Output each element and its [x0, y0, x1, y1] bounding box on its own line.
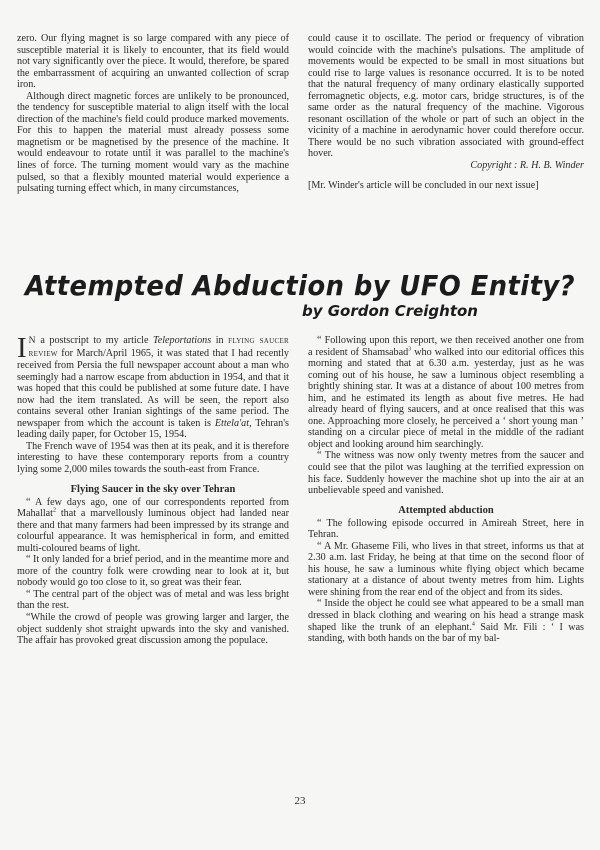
- intro-first-word: N: [28, 336, 36, 346]
- article-left-column: [17, 332, 289, 647]
- paragraph-text: Said Mr. Fili : ‘ I was standing, with both hands on the bar of my bal-: [308, 621, 584, 645]
- body-paragraph: “ A Mr. Ghaseme Fili, who lives in that street, informs us that at 2.30 a.m. last Friday, he being at that time on the second floor of his house, he saw a luminous white flying object which became stationary at a distance of about twenty metres from him. Lights were shining from the rear end of the object and from its sides.: [308, 540, 584, 598]
- article-title: Attempted Abduction by UFO Entity?: [24, 269, 576, 302]
- paragraph-text: that a marvellously luminous object had landed near there and that many farmers had been impressed by its strange and colourful appearance. It was hemispherical in form, and emitted multi-coloured beams of light.: [17, 508, 289, 554]
- previous-article-right-column: [308, 33, 584, 191]
- body-paragraph: zero. Our flying magnet is so large compared with any piece of susceptible material it is likely to encounter, that its field would not vary significantly over the piece. It would, therefore, be spared the embarrassment of acquiring an unwanted collection of scrap iron.: [17, 33, 289, 91]
- body-paragraph: [308, 335, 584, 450]
- paragraph-text: who walked into our editorial offices this morning and stated that at 6.30 a.m. yesterday, just as he was coming out of his house, he saw a luminous object resembling a brightly shining star. It was at a distance of about 100 metres from him, and he estimated its length as about five metres. He had already heard of flying saucers, and at once realised that this was one. Approaching more closely, he perceived a ‘ short young man ’ standing on a circular piece of metal in the middle of the radiant object and looking around him searchingly.: [308, 346, 584, 450]
- paragraph-text: “ Following upon this report, we then received another one from a resident of Shamsabad: [308, 335, 584, 358]
- body-paragraph: The French wave of 1954 was then at its peak, and it is therefore interesting to have these contemporary reports from a country lying some 2,000 miles towards the south-east from France.: [17, 440, 289, 476]
- newspaper-name: Ettela'at: [214, 417, 250, 429]
- body-paragraph: Although direct magnetic forces are unlikely to be pronounced, the tendency for susceptible material to align itself with the local direction of the machine's field could produce marked movements. For this to happen the material must already possess some magnetism or be magnetised by the presence of the machine. It would endeavour to rotate until it was parallel to the machine's lines of force. The turning moment would vary as the machine pulsed, so that a flexibly mounted material would experience a pulsating turning effect which, in many circumstances,: [17, 90, 289, 195]
- footnote-marker: 2: [53, 507, 56, 514]
- article-header: [0, 270, 600, 320]
- intro-text: in: [211, 335, 229, 346]
- magazine-name: flying saucer review: [28, 336, 289, 359]
- article-right-column: [308, 335, 584, 645]
- body-paragraph: “ The central part of the object was of metal and was less bright than the rest.: [17, 588, 289, 612]
- page-number: 23: [294, 795, 306, 807]
- drop-cap: I: [17, 332, 27, 364]
- referenced-article-title: Teleportations: [153, 335, 212, 346]
- footnote-marker: 3: [408, 346, 412, 353]
- body-paragraph: “ It only landed for a brief period, and in the meantime more and more of the country folk were crowding near to look at it, but nobody would go too close to it, so great was their fear.: [17, 554, 289, 589]
- section-subheading: Flying Saucer in the sky over Tehran: [70, 483, 236, 495]
- paragraph-text: “ A few days ago, one of our correspondents reported from Mahallat: [17, 496, 289, 520]
- editor-note: [Mr. Winder's article will be concluded in our next issue]: [308, 179, 539, 191]
- copyright-line: Copyright : R. H. B. Winder: [470, 160, 584, 172]
- article-byline: by Gordon Creighton: [302, 302, 478, 320]
- body-paragraph: [17, 497, 289, 555]
- body-paragraph: “While the crowd of people was growing larger and larger, the object suddenly shot straight upwards into the sky and vanished. The affair has provoked great discussion among the populace.: [17, 612, 289, 647]
- body-paragraph: could cause it to oscillate. The period or frequency of vibration would coincide with the machine's pulsations. The amplitude of movements would be expected to be small in most situations but could rise to large values is resonance occurred. It is to be noted that the natural frequency of many ordinary elastically supported ferromagnetic objects, e.g. motor cars, bridge structures, is of the same order as the natural frequency of the machine. Vigorous resonant oscillation of the whole or part of such an object in the vicinity of a machine in aerodynamic hover could therefore occur. There would be no such vibration associated with ground-effect hover.: [308, 33, 584, 160]
- section-subheading: Attempted abduction: [398, 504, 494, 516]
- footnote-marker: 4: [471, 621, 475, 628]
- intro-paragraph: [17, 332, 289, 441]
- body-paragraph: “ The following episode occurred in Amireah Street, here in Tehran.: [308, 517, 584, 541]
- intro-text: for March/April 1965, it was stated that I had recently received from Persia the full newspaper account about a man who seemingly had a narrow escape from abduction in 1954, and that it was hoped that this could be published at some future date. I have now had the item translated. As will be seen, the report also contains several other Iranian sightings of the same period. The newspaper from which the account is taken is: [17, 347, 289, 429]
- previous-article-left-column: [17, 33, 289, 195]
- body-paragraph: [308, 598, 584, 644]
- intro-text: , Tehran's leading daily paper, for October 15, 1954.: [17, 417, 289, 441]
- body-paragraph: “ The witness was now only twenty metres from the saucer and could see that the pilot was laughing at the terrified expression on his face. Suddenly however the machine shot up into the air at an unbelievable speed and vanished.: [308, 450, 584, 497]
- paragraph-text: “ Inside the object he could see what appeared to be a small man dressed in black clothing and wearing on his head a strange mask shaped like the trunk of an elephant.: [308, 598, 584, 633]
- intro-text: a postscript to my article: [35, 335, 154, 346]
